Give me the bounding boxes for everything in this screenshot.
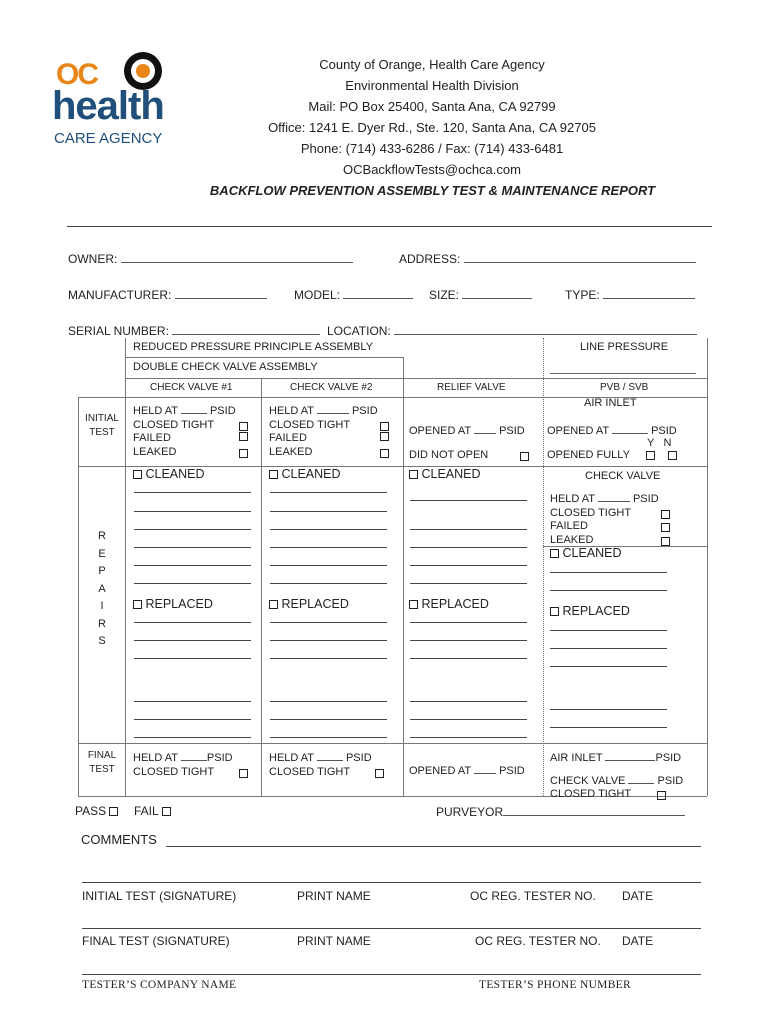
cv2-final-closed-tight-checkbox[interactable] (375, 769, 384, 778)
pvb-replaced-line-4[interactable] (550, 709, 667, 710)
cv2-cleaned-line-1[interactable] (270, 492, 387, 493)
pvb-air-inlet-head: AIR INLET (584, 397, 637, 409)
final-tester-no-label: OC REG. TESTER NO. (475, 934, 601, 948)
pvb-replaced[interactable]: REPLACED (550, 604, 630, 618)
cv1-initial-cell: HELD AT PSID CLOSED TIGHT FAILED LEAKED (133, 402, 253, 459)
final-signature-line[interactable] (82, 928, 701, 929)
model-field[interactable] (294, 287, 413, 302)
cv1-cleaned[interactable]: CLEANED (133, 467, 205, 481)
cv1-replaced-line-4[interactable] (134, 701, 251, 702)
cv2-failed-checkbox[interactable] (380, 432, 389, 441)
pvb-cleaned-line-2[interactable] (550, 590, 667, 591)
owner-field[interactable] (68, 251, 353, 266)
relief-cleaned-line-4[interactable] (410, 565, 527, 566)
col-pvb-svb: PVB / SVB (600, 382, 649, 393)
col-relief-valve: RELIEF VALVE (437, 382, 506, 393)
logo-care-agency: CARE AGENCY (54, 130, 163, 147)
cv2-initial-cell: HELD AT PSID CLOSED TIGHT FAILED LEAKED (269, 402, 394, 459)
pvb-opened-fully-yes-checkbox[interactable] (646, 451, 655, 460)
relief-cleaned-line-1[interactable] (410, 500, 527, 501)
cv2-cleaned-line-5[interactable] (270, 565, 387, 566)
pvb-check-valve-head: CHECK VALVE (585, 470, 661, 482)
comments-line-2[interactable] (82, 882, 701, 883)
cv1-replaced-line-2[interactable] (134, 640, 251, 641)
line-pressure-blank[interactable] (550, 373, 696, 374)
pvb-replaced-line-3[interactable] (550, 666, 667, 667)
initial-date-label: DATE (622, 889, 654, 903)
pvb-cleaned-line-1[interactable] (550, 572, 667, 573)
initial-signature-label: INITIAL TEST (SIGNATURE) (82, 889, 237, 903)
cv1-cleaned-line-1[interactable] (134, 492, 251, 493)
cv2-cleaned-line-4[interactable] (270, 547, 387, 548)
pvb-closed-tight-checkbox[interactable] (661, 510, 670, 519)
address-label: ADDRESS: (399, 252, 461, 266)
header-line4: Office: 1241 E. Dyer Rd., Ste. 120, Santa Ana, CA 92705 (268, 120, 596, 135)
header-line2: Environmental Health Division (345, 78, 519, 93)
pvb-check-valve-cell: HELD AT PSID CLOSED TIGHT FAILED LEAKED (550, 490, 675, 547)
cv2-final-cell: HELD AT PSID CLOSED TIGHT (269, 749, 394, 779)
comments-label: COMMENTS (81, 832, 157, 847)
relief-replaced-line-6[interactable] (410, 737, 527, 738)
company-label: TESTER’S COMPANY NAME (82, 979, 237, 991)
rp-assembly-label: REDUCED PRESSURE PRINCIPLE ASSEMBLY (133, 341, 374, 353)
relief-replaced-line-3[interactable] (410, 658, 527, 659)
header-line6: OCBackflowTests@ochca.com (343, 162, 521, 177)
cv2-cleaned-line-3[interactable] (270, 529, 387, 530)
final-print-name-label: PRINT NAME (297, 934, 371, 948)
cv1-replaced-line-1[interactable] (134, 622, 251, 623)
cv2-cleaned-line-6[interactable] (270, 583, 387, 584)
logo-oc: OC (56, 58, 97, 91)
initial-tester-no-label: OC REG. TESTER NO. (470, 889, 596, 903)
header-line1: County of Orange, Health Care Agency (319, 57, 545, 72)
relief-did-not-open-checkbox[interactable] (520, 452, 529, 461)
type-label: TYPE: (565, 288, 600, 302)
serial-label: SERIAL NUMBER: (68, 324, 169, 338)
header-divider (67, 226, 712, 227)
final-signature-label: FINAL TEST (SIGNATURE) (82, 934, 230, 948)
relief-replaced-line-5[interactable] (410, 719, 527, 720)
cv1-cleaned-line-2[interactable] (134, 511, 251, 512)
serial-field[interactable] (68, 323, 320, 338)
cv1-replaced-line-5[interactable] (134, 719, 251, 720)
cv1-replaced-line-6[interactable] (134, 737, 251, 738)
relief-cleaned-line-2[interactable] (410, 529, 527, 530)
pvb-opened-fully: OPENED FULLY (547, 449, 630, 461)
pvb-yes-no: Y N (647, 437, 672, 449)
relief-cleaned-line-5[interactable] (410, 583, 527, 584)
line-pressure-label: LINE PRESSURE (580, 341, 669, 353)
model-label: MODEL: (294, 288, 341, 302)
cv2-replaced-line-6[interactable] (270, 737, 387, 738)
manufacturer-label: MANUFACTURER: (68, 288, 172, 302)
pvb-replaced-line-2[interactable] (550, 648, 667, 649)
relief-cleaned-line-3[interactable] (410, 547, 527, 548)
repairs-label: R E P A I R S (98, 530, 106, 647)
company-line[interactable] (82, 974, 701, 975)
cv1-final-cell: HELD AT PSID CLOSED TIGHT (133, 749, 253, 779)
relief-did-not-open: DID NOT OPEN (409, 449, 489, 461)
relief-opened-at: OPENED AT PSID (409, 422, 525, 439)
phone-label: TESTER’S PHONE NUMBER (479, 979, 631, 991)
cv1-cleaned-line-6[interactable] (134, 583, 251, 584)
relief-cleaned[interactable]: CLEANED (409, 467, 481, 481)
cv2-replaced-line-5[interactable] (270, 719, 387, 720)
pvb-opened-at: OPENED AT PSID (547, 422, 677, 439)
initial-print-name-label: PRINT NAME (297, 889, 371, 903)
cv2-replaced-line-4[interactable] (270, 701, 387, 702)
initial-test-label: INITIAL TEST (85, 413, 119, 438)
col-check-valve-1: CHECK VALVE #1 (150, 382, 233, 393)
cv1-closed-tight-checkbox[interactable] (239, 422, 248, 431)
pass-option[interactable]: PASS (75, 804, 118, 818)
cv1-cleaned-line-5[interactable] (134, 565, 251, 566)
cv2-replaced-line-3[interactable] (270, 658, 387, 659)
relief-replaced[interactable]: REPLACED (409, 597, 489, 611)
relief-replaced-line-1[interactable] (410, 622, 527, 623)
cv1-replaced[interactable]: REPLACED (133, 597, 213, 611)
fail-option[interactable]: FAIL (134, 804, 171, 818)
relief-replaced-line-2[interactable] (410, 640, 527, 641)
pvb-cleaned[interactable]: CLEANED (550, 546, 622, 560)
cv2-replaced-line-2[interactable] (270, 640, 387, 641)
cv2-replaced-line-1[interactable] (270, 622, 387, 623)
cv1-failed-checkbox[interactable] (239, 432, 248, 441)
final-test-label: FINAL TEST (87, 750, 117, 775)
cv1-leaked-checkbox[interactable] (239, 449, 248, 458)
type-field[interactable] (565, 287, 695, 302)
header-line5: Phone: (714) 433-6286 / Fax: (714) 433-6481 (300, 141, 564, 156)
pvb-opened-fully-no-checkbox[interactable] (668, 451, 677, 460)
pvb-replaced-line-1[interactable] (550, 630, 667, 631)
final-date-label: DATE (622, 934, 654, 948)
manufacturer-field[interactable] (68, 287, 267, 302)
owner-label: OWNER: (68, 252, 118, 266)
cv2-leaked-checkbox[interactable] (380, 449, 389, 458)
relief-final-opened-at: OPENED AT PSID (409, 762, 525, 779)
location-field[interactable] (327, 323, 697, 338)
cv2-cleaned[interactable]: CLEANED (269, 467, 341, 481)
cv2-replaced[interactable]: REPLACED (269, 597, 349, 611)
pvb-final-cell: AIR INLET PSID CHECK VALVE PSID CLOSED TIGHT (550, 749, 700, 802)
agency-logo (52, 52, 167, 152)
pvb-leaked-checkbox[interactable] (661, 537, 670, 546)
cv1-cleaned-line-3[interactable] (134, 529, 251, 530)
address-field[interactable] (399, 251, 696, 266)
cv1-cleaned-line-4[interactable] (134, 547, 251, 548)
cv2-cleaned-line-2[interactable] (270, 511, 387, 512)
location-label: LOCATION: (327, 324, 391, 338)
comments-line-1[interactable] (166, 846, 701, 847)
relief-replaced-line-4[interactable] (410, 701, 527, 702)
pvb-final-closed-tight-checkbox[interactable] (657, 791, 666, 800)
report-title: BACKFLOW PREVENTION ASSEMBLY TEST & MAINTENANCE REPORT (209, 183, 656, 198)
pvb-replaced-line-5[interactable] (550, 727, 667, 728)
dc-assembly-label: DOUBLE CHECK VALVE ASSEMBLY (133, 361, 318, 373)
header-line3: Mail: PO Box 25400, Santa Ana, CA 92799 (308, 99, 556, 114)
size-label: SIZE: (429, 288, 460, 302)
size-field[interactable] (429, 287, 532, 302)
logo-health: health (52, 84, 164, 128)
purveyor-field[interactable]: PURVEYOR (436, 804, 685, 819)
cv1-final-closed-tight-checkbox[interactable] (239, 769, 248, 778)
cv1-replaced-line-3[interactable] (134, 658, 251, 659)
cv2-closed-tight-checkbox[interactable] (380, 422, 389, 431)
pvb-failed-checkbox[interactable] (661, 523, 670, 532)
col-check-valve-2: CHECK VALVE #2 (290, 382, 373, 393)
